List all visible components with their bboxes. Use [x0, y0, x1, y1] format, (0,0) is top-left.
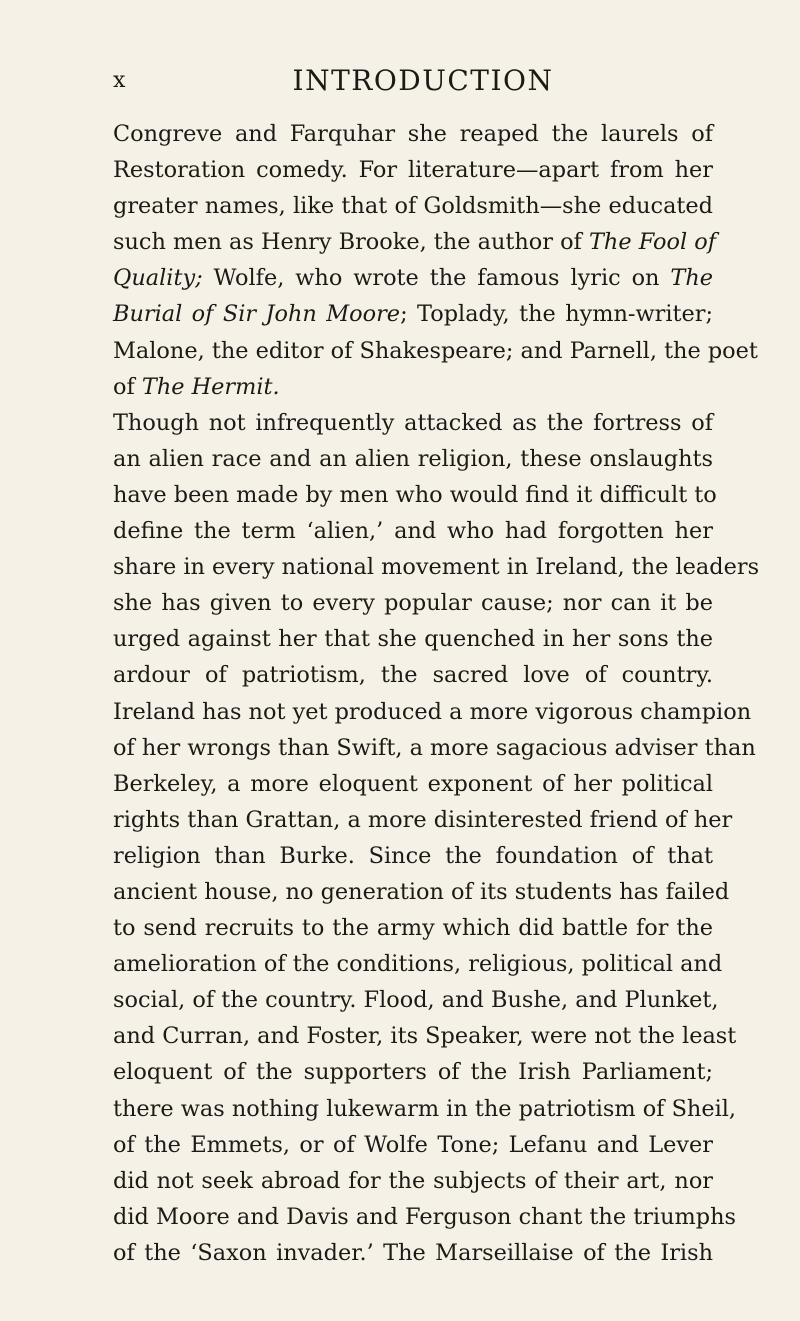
- text-line: Restoration comedy. For literature—apart from her: [113, 157, 713, 184]
- text-line: ardour of patriotism, the sacred love of country.: [113, 662, 713, 689]
- text-line: social, of the country. Flood, and Bushe, and Plunket,: [113, 987, 719, 1014]
- text-line: there was nothing lukewarm in the patriotism of Sheil,: [113, 1095, 737, 1122]
- text-line: [113, 296, 713, 332]
- text-line: greater names, like that of Goldsmith—she educated: [113, 193, 713, 220]
- work-title: Quality;: [113, 265, 203, 292]
- body-text: [113, 116, 760, 1271]
- text-line: ancient house, no generation of its students has failed: [113, 878, 730, 905]
- text-line: Congreve and Farquhar she reaped the laurels of: [113, 121, 713, 147]
- text-line: share in every national movement in Ireland, the leaders: [113, 554, 760, 581]
- text-line: and Curran, and Foster, its Speaker, were not the least: [113, 1023, 737, 1050]
- work-title: The Fool of: [588, 229, 717, 256]
- text-line: eloquent of the supporters of the Irish Parliament;: [113, 1059, 713, 1086]
- text-segment: Wolfe, who wrote the famous lyric on: [202, 265, 660, 292]
- text-line: of the Emmets, or of Wolfe Tone; Lefanu and Lever: [113, 1131, 713, 1158]
- text-line: Berkeley, a more eloquent exponent of her political: [113, 770, 713, 797]
- text-line: amelioration of the conditions, religious, political and: [113, 951, 723, 978]
- work-title: Burial of Sir John Moore: [113, 301, 401, 328]
- text-segment: of: [113, 373, 135, 400]
- text-line: Ireland has not yet produced a more vigorous champion: [113, 698, 752, 725]
- text-line: [113, 224, 717, 260]
- text-line: of the ‘Saxon invader.’ The Marseillaise of the Irish: [113, 1239, 713, 1266]
- text-line: have been made by men who would find it difficult to: [113, 481, 717, 508]
- paragraph-start-line: Though not infrequently attacked as the fortress of: [113, 409, 713, 436]
- text-line: urged against her that she quenched in her sons the: [113, 626, 713, 653]
- text-line: she has given to every popular cause; nor can it be: [113, 590, 713, 617]
- text-segment: ; Toplady, the hymn-writer;: [400, 301, 714, 328]
- text-line: an alien race and an alien religion, these onslaughts: [113, 445, 713, 472]
- text-line: [113, 260, 713, 296]
- text-line: did not seek abroad for the subjects of their art, nor: [113, 1167, 713, 1194]
- text-line: Malone, the editor of Shakespeare; and Parnell, the poet: [113, 337, 758, 364]
- text-line: to send recruits to the army which did battle for the: [113, 915, 713, 942]
- text-line: [113, 369, 713, 405]
- work-title: The: [670, 265, 713, 292]
- work-title: The Hermit.: [141, 373, 280, 400]
- text-line: did Moore and Davis and Ferguson chant the triumphs: [113, 1203, 736, 1230]
- text-line: religion than Burke. Since the foundation of that: [113, 842, 713, 869]
- text-segment: such men as Henry Brooke, the author of: [113, 229, 582, 256]
- page-number: x: [113, 68, 127, 93]
- text-line: of her wrongs than Swift, a more sagacious adviser than: [113, 734, 756, 761]
- text-line: define the term ‘alien,’ and who had forgotten her: [113, 518, 713, 545]
- running-head: [113, 64, 713, 104]
- chapter-title: INTRODUCTION: [292, 64, 554, 97]
- text-line: rights than Grattan, a more disinterested friend of her: [113, 806, 733, 833]
